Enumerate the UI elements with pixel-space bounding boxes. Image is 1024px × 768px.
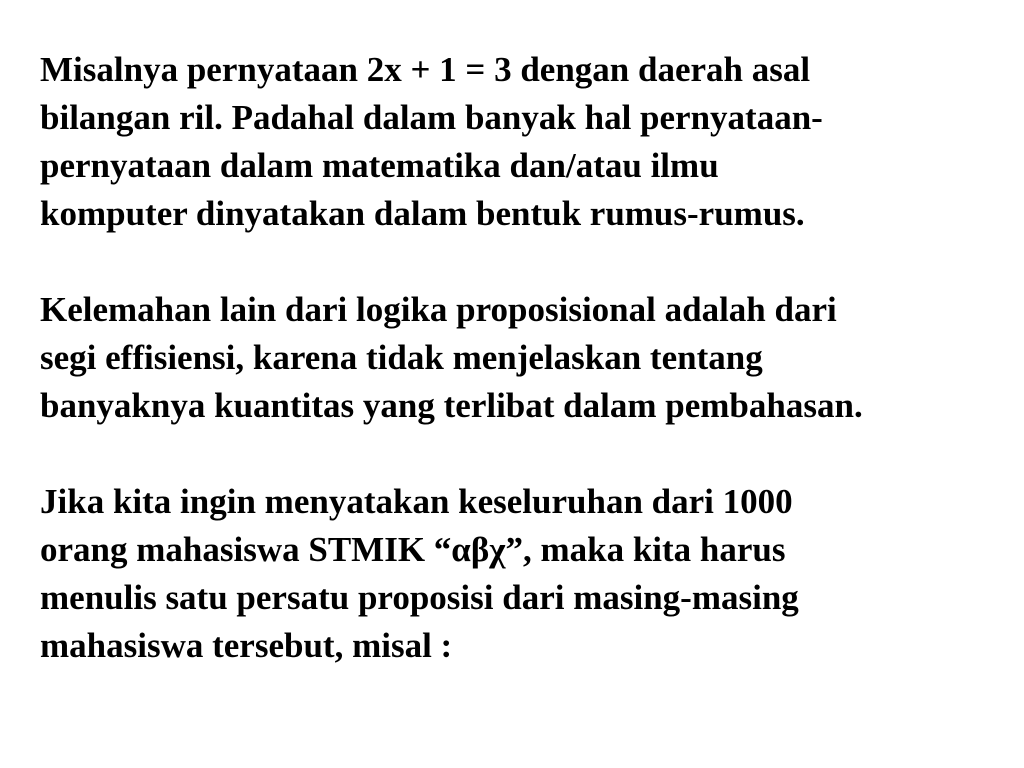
text-line: Kelemahan lain dari logika proposisional adalah dari bbox=[40, 290, 837, 329]
text-line: banyaknya kuantitas yang terlibat dalam pembahasan. bbox=[40, 386, 863, 425]
paragraph-efficiency-weakness bbox=[40, 286, 994, 430]
text-line: orang mahasiswa STMIK “αβχ”, maka kita harus bbox=[40, 530, 786, 569]
paragraph-predicate-example bbox=[40, 46, 994, 238]
text-line: pernyataan dalam matematika dan/atau ilmu bbox=[40, 146, 719, 185]
text-line: Misalnya pernyataan 2x + 1 = 3 dengan daerah asal bbox=[40, 50, 811, 89]
text-line: Jika kita ingin menyatakan keseluruhan dari 1000 bbox=[40, 482, 793, 521]
text-line: segi effisiensi, karena tidak menjelaskan tentang bbox=[40, 338, 763, 377]
text-line: mahasiswa tersebut, misal : bbox=[40, 626, 453, 665]
text-line: komputer dinyatakan dalam bentuk rumus-rumus. bbox=[40, 194, 805, 233]
text-line: bilangan ril. Padahal dalam banyak hal pernyataan- bbox=[40, 98, 823, 137]
text-line: menulis satu persatu proposisi dari masing-masing bbox=[40, 578, 799, 617]
paragraph-students-example bbox=[40, 478, 994, 670]
